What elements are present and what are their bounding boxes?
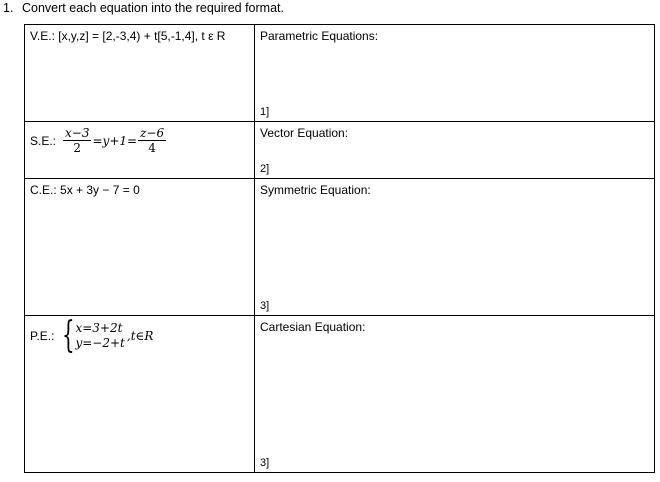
question-text: Convert each equation into the required format.	[22, 1, 284, 15]
fraction-numerator: x−3	[65, 126, 90, 140]
answer-number: 2]	[260, 163, 270, 175]
answer-title: Vector Equation:	[260, 126, 349, 140]
row-label: C.E.:	[30, 183, 57, 197]
table-row	[25, 316, 655, 473]
left-brace-icon: {	[62, 315, 76, 356]
row-label: S.E.:	[30, 133, 57, 148]
fraction-z	[138, 126, 166, 155]
answer-title: Cartesian Equation:	[260, 320, 366, 334]
given-parametric-equation-cell	[25, 316, 255, 473]
answer-title: Parametric Equations:	[260, 29, 379, 43]
symmetric-answer-cell[interactable]	[255, 179, 655, 316]
question-heading	[3, 1, 284, 15]
row-label: V.E.:	[30, 29, 55, 43]
answer-number: 1]	[260, 106, 270, 118]
table-row	[25, 25, 655, 122]
question-number: 1.	[3, 1, 14, 15]
table-row	[25, 122, 655, 179]
cartesian-answer-cell[interactable]	[255, 316, 655, 473]
fraction-denominator: 4	[148, 141, 156, 155]
answer-title: Symmetric Equation:	[260, 183, 371, 197]
answer-number: 3]	[260, 300, 270, 312]
fraction-denominator: 2	[73, 141, 82, 155]
fraction-numerator: z−6	[140, 126, 165, 140]
parametric-system	[75, 321, 124, 351]
given-cartesian-equation-cell	[25, 179, 255, 316]
parameter-domain: ,t∈R	[126, 329, 154, 343]
parametric-answer-cell[interactable]	[255, 25, 655, 122]
row-label: P.E.:	[30, 329, 55, 343]
symmetric-middle-term: =y+1=	[92, 133, 138, 148]
vector-equation-text: [x,y,z] = [2,-3,4) + t[5,-1,4], t ε R	[58, 29, 226, 43]
table-row	[25, 179, 655, 316]
cartesian-equation-text: 5x + 3y − 7 = 0	[60, 183, 140, 197]
vector-answer-cell[interactable]	[255, 122, 655, 179]
given-vector-equation-cell	[25, 25, 255, 122]
conversion-table	[24, 24, 655, 473]
parametric-equation-x: x=3+2t	[75, 321, 123, 335]
fraction-x	[63, 126, 91, 155]
answer-number: 3]	[260, 457, 270, 469]
given-symmetric-equation-cell	[25, 122, 255, 179]
parametric-equation-y: y=−2+t	[75, 336, 125, 350]
